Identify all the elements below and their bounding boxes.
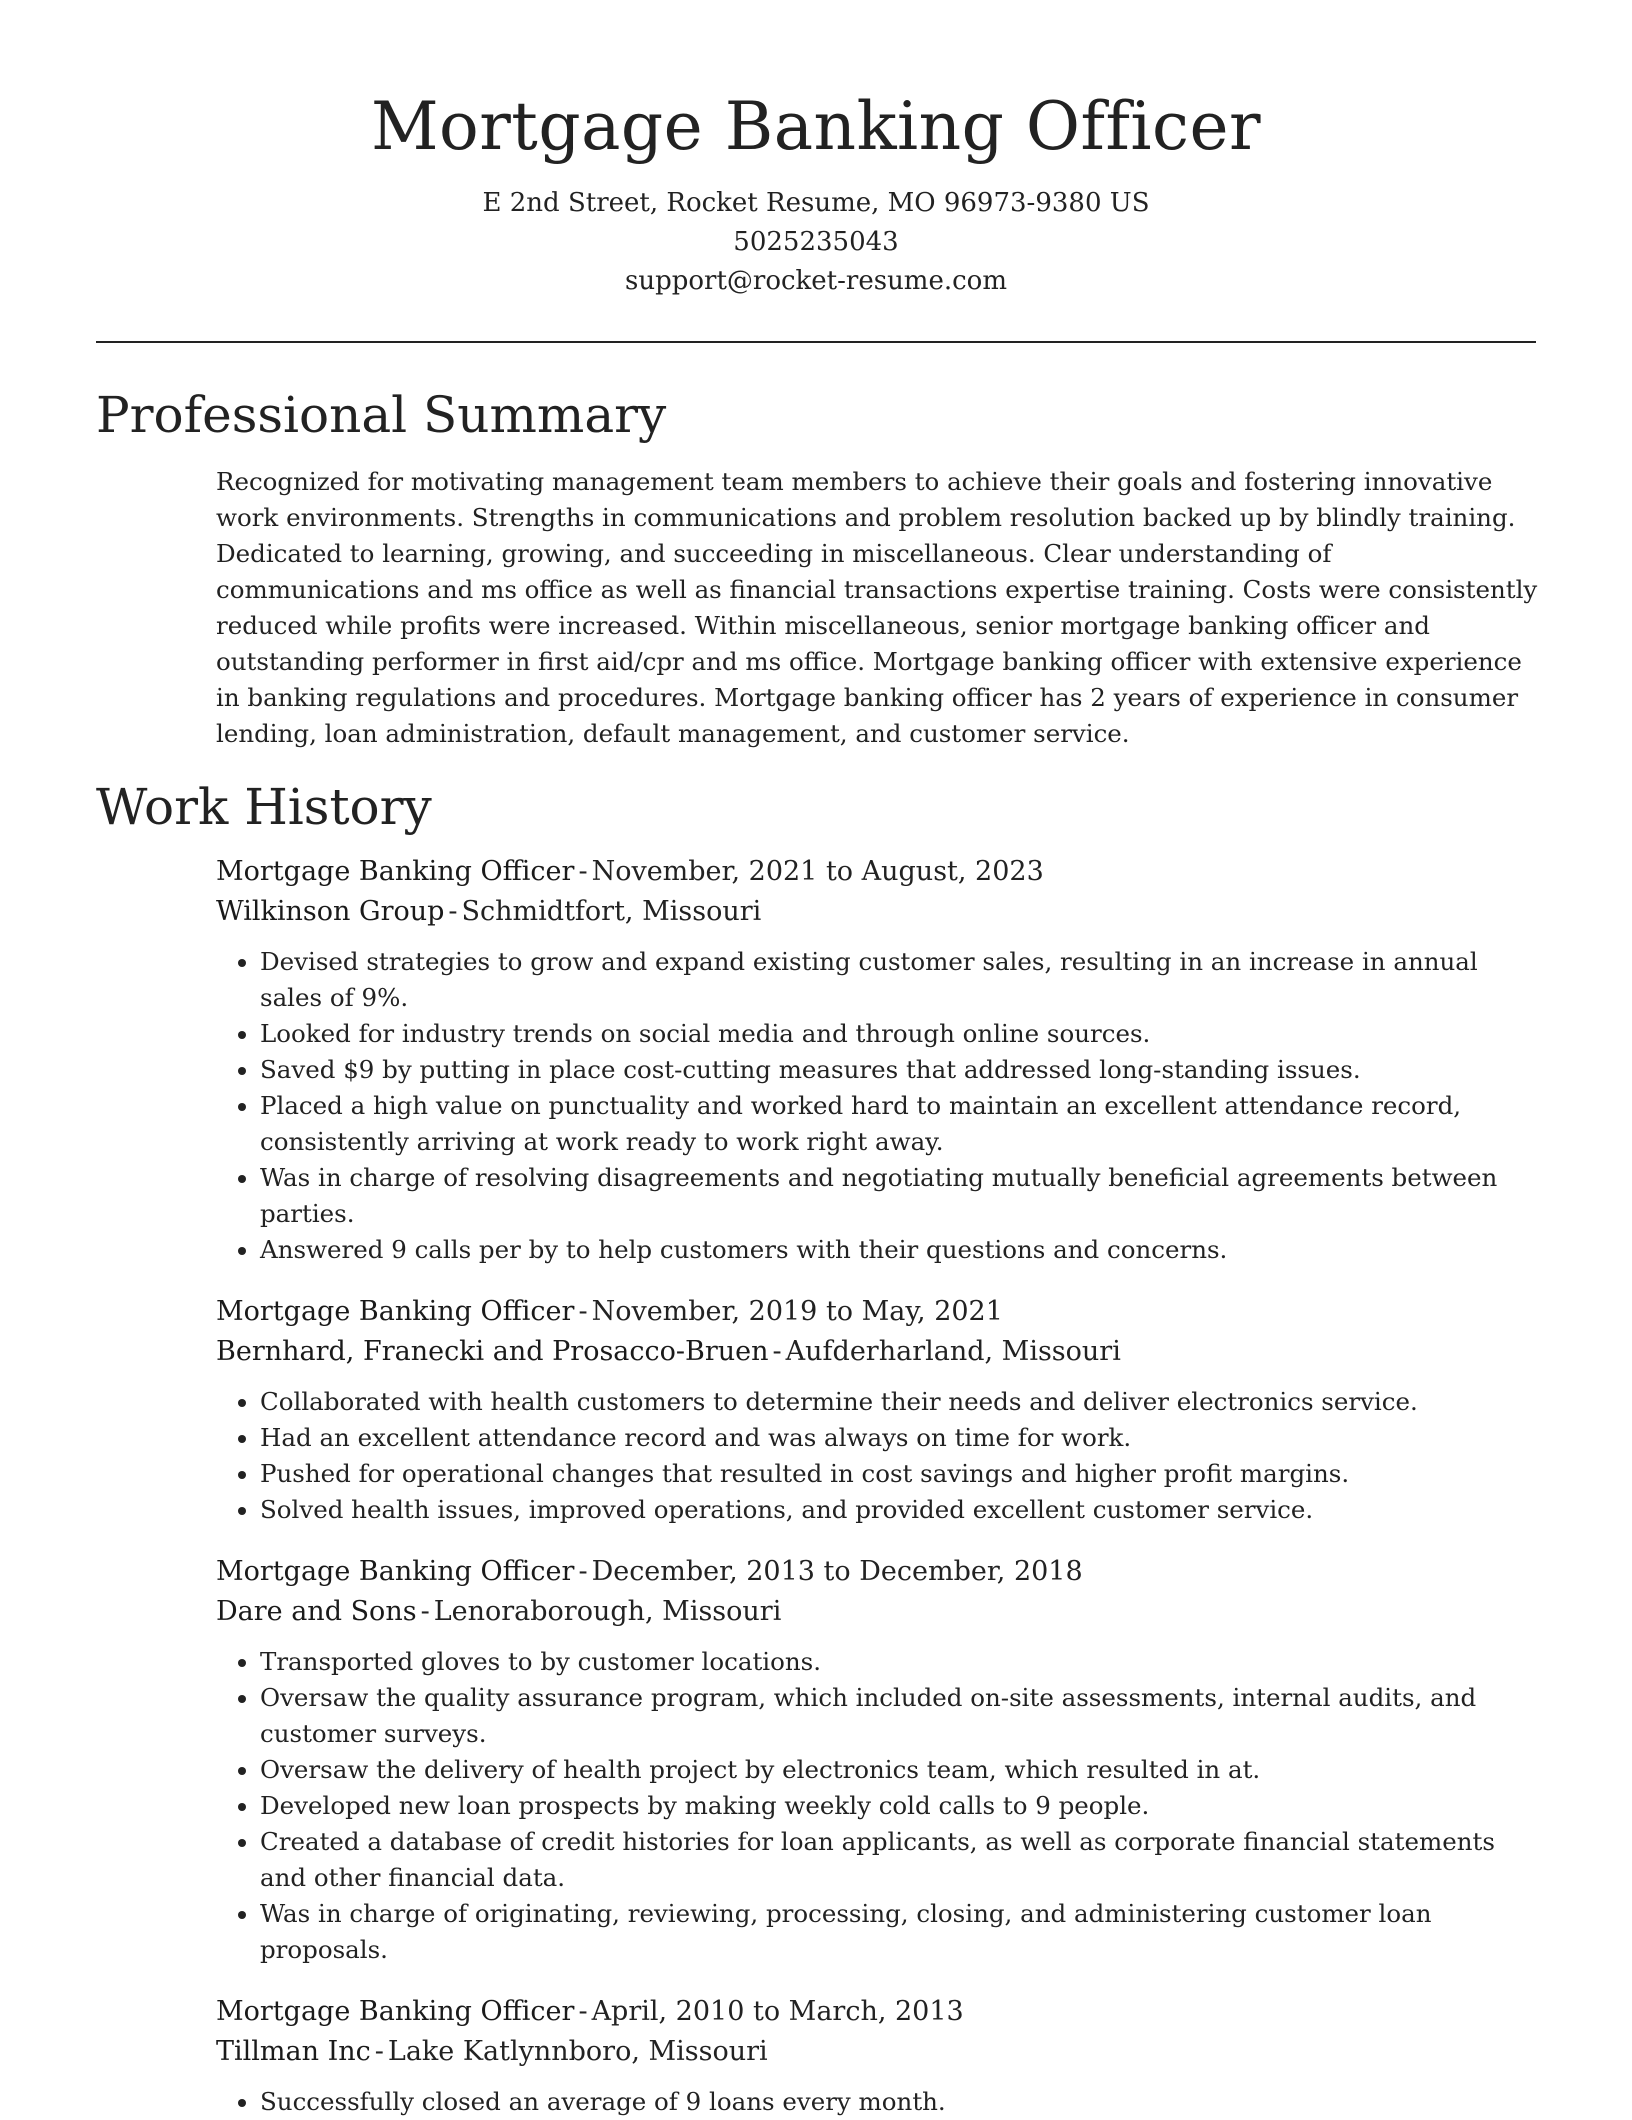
company-separator: -: [374, 2036, 384, 2067]
job-bullet: • Was in charge of resolving disagreements and negotiating mutually beneficial agreements between parties.: [260, 1160, 1540, 1232]
job-bullet: • Transported gloves to by customer locations.: [260, 1644, 1540, 1680]
job-bullet: • Placed a high value on punctuality and worked hard to maintain an excellent attendance record, consistently arriving at work ready to work right away.: [260, 1088, 1540, 1160]
phone-text: 5025235043: [733, 227, 899, 257]
job-position: Mortgage Banking Officer: [216, 1996, 575, 2027]
job-bullet: • Looked for industry trends on social media and through online sources.: [260, 1016, 1540, 1052]
job-location: Aufderharland, Missouri: [785, 1336, 1121, 1367]
job-company: Wilkinson Group: [216, 896, 445, 927]
address-text: E 2nd Street, Rocket Resume, MO 96973-9380 US: [482, 188, 1150, 218]
company-separator: -: [772, 1336, 782, 1367]
job-dates: April, 2010 to March, 2013: [591, 1996, 964, 2027]
job-company-line: [216, 892, 1540, 932]
job-bullet: • Saved $9 by putting in place cost-cutting measures that addressed long-standing issues.: [260, 1052, 1540, 1088]
resume-header: [0, 82, 1632, 301]
job-company: Dare and Sons: [216, 1596, 417, 1627]
resume-body: [96, 380, 1536, 2120]
job-bullet: • Oversaw the delivery of health project by electronics team, which resulted in at.: [260, 1752, 1540, 1788]
title-separator: -: [578, 1556, 588, 1587]
job-entry: [216, 852, 1540, 1268]
company-separator: -: [448, 896, 458, 927]
title-separator: -: [578, 1996, 588, 2027]
job-company-line: [216, 1332, 1540, 1372]
job-title-line: [216, 1292, 1540, 1332]
job-bullet: • Answered 9 calls per by to help customers with their questions and concerns.: [260, 1232, 1540, 1268]
job-position: Mortgage Banking Officer: [216, 1556, 575, 1587]
job-bullet: • Pushed for operational changes that resulted in cost savings and higher profit margins.: [260, 1456, 1540, 1492]
job-title-line: [216, 852, 1540, 892]
title-separator: -: [578, 856, 588, 887]
job-bullets: [216, 944, 1540, 1268]
job-dates: December, 2013 to December, 2018: [591, 1556, 1083, 1587]
job-company: Bernhard, Franecki and Prosacco-Bruen: [216, 1336, 769, 1367]
summary-heading: Professional Summary: [96, 386, 667, 444]
job-bullet: • Solved health issues, improved operations, and provided excellent customer service.: [260, 1492, 1540, 1528]
job-bullet: • Developed new loan prospects by making weekly cold calls to 9 people.: [260, 1788, 1540, 1824]
job-entry: [216, 1552, 1540, 1968]
job-entry: [216, 1992, 1540, 2120]
email-text: support@rocket-resume.com: [624, 266, 1007, 296]
summary-text: Recognized for motivating management team members to achieve their goals and fostering innovative work environments. Strengths in communications and problem resolution backed up by blindly training. Dedicated to learning, growing, and succeeding in miscellaneous. Clear understanding of communications and ms office as well as financial transactions expertise training. Costs were consistently reduced while profits were increased. Within miscellaneous, senior mortgage banking officer and outstanding performer in first aid/cpr and ms office. Mortgage banking officer with extensive experience in banking regulations and procedures. Mortgage banking officer has 2 years of experience in consumer lending, loan administration, default management, and customer service.: [216, 467, 1538, 748]
job-list: [216, 852, 1540, 2120]
job-bullets: [216, 1644, 1540, 1968]
contact-info: [0, 184, 1632, 301]
job-entry: [216, 1292, 1540, 1528]
job-title-line: [216, 1992, 1540, 2032]
company-separator: -: [420, 1596, 430, 1627]
title-separator: -: [578, 1296, 588, 1327]
job-bullet: • Devised strategies to grow and expand existing customer sales, resulting in an increase in annual sales of 9%.: [260, 944, 1540, 1016]
job-bullet: • Was in charge of originating, reviewing, processing, closing, and administering customer loan proposals.: [260, 1896, 1540, 1968]
job-position: Mortgage Banking Officer: [216, 1296, 575, 1327]
job-company-line: [216, 1592, 1540, 1632]
header-divider: [96, 341, 1536, 343]
job-dates: November, 2019 to May, 2021: [591, 1296, 1003, 1327]
candidate-name: Mortgage Banking Officer: [370, 88, 1262, 165]
job-position: Mortgage Banking Officer: [216, 856, 575, 887]
job-company: Tillman Inc: [216, 2036, 371, 2067]
job-bullet: • Had an excellent attendance record and was always on time for work.: [260, 1420, 1540, 1456]
job-bullets: [216, 1384, 1540, 1528]
job-location: Lenoraborough, Missouri: [433, 1596, 782, 1627]
job-bullet: • Collaborated with health customers to determine their needs and deliver electronics service.: [260, 1384, 1540, 1420]
job-bullet: • Successfully closed an average of 9 loans every month.: [260, 2084, 1540, 2120]
job-company-line: [216, 2032, 1540, 2072]
job-location: Schmidtfort, Missouri: [461, 896, 762, 927]
job-title-line: [216, 1552, 1540, 1592]
job-dates: November, 2021 to August, 2023: [591, 856, 1044, 887]
job-bullet: • Oversaw the quality assurance program, which included on-site assessments, internal audits, and customer surveys.: [260, 1680, 1540, 1752]
job-location: Lake Katlynnboro, Missouri: [387, 2036, 768, 2067]
job-bullets: [216, 2084, 1540, 2120]
work-history-heading: Work History: [96, 778, 432, 836]
job-bullet: • Created a database of credit histories for loan applicants, as well as corporate financial statements and other financial data.: [260, 1824, 1540, 1896]
